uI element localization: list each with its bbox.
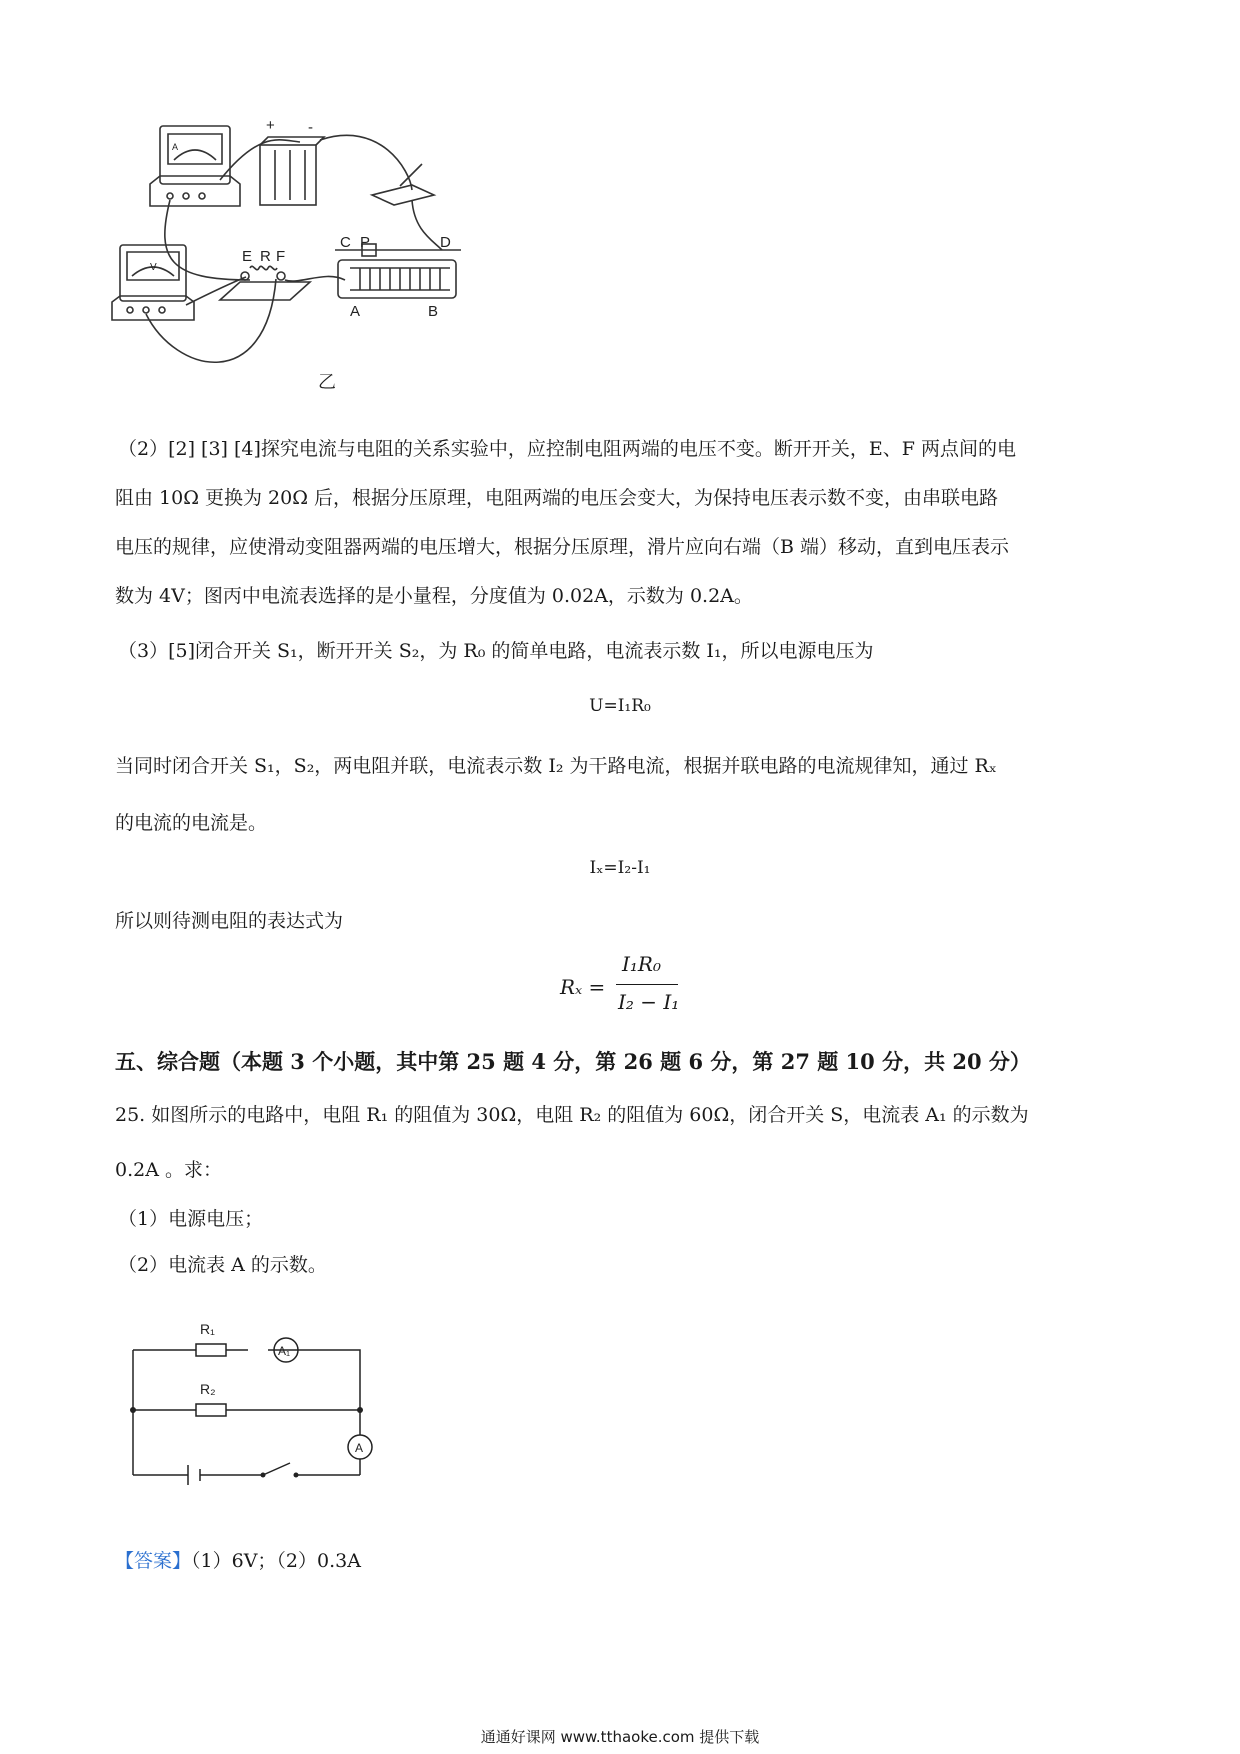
equation-rx	[560, 950, 700, 1020]
resistor-board	[220, 282, 310, 300]
part2-line4: 数为 4V；图丙中电流表选择的是小量程，分度值为 0.02A，示数为 0.2A。	[115, 585, 753, 607]
answer-text: （1）6V；（2）0.3A	[191, 1550, 361, 1572]
r1-label: R₁	[200, 1321, 215, 1337]
voltmeter-device	[120, 245, 186, 301]
resistor-r2	[196, 1404, 226, 1416]
r2-label: R₂	[200, 1381, 216, 1397]
switch-s	[263, 1463, 290, 1475]
label-c: C	[340, 234, 351, 251]
fraction-bar	[616, 984, 678, 985]
experiment-setup-figure	[110, 120, 560, 405]
label-b: B	[428, 303, 439, 320]
equation-rx-numerator: I₁R₀	[622, 952, 661, 976]
answer-line	[115, 1546, 361, 1573]
part2-line2: 阻由 10Ω 更换为 20Ω 后，根据分压原理，电阻两端的电压会变大，为保持电压表示数不变，由串联电路	[115, 487, 999, 509]
label-f: F	[276, 248, 286, 265]
label-r: R	[260, 248, 271, 265]
sliding-rheostat	[338, 260, 456, 298]
ammeter-label: A	[172, 142, 179, 152]
knife-switch	[372, 185, 434, 205]
part2-line3: 电压的规律，应使滑动变阻器两端的电压增大，根据分压原理，滑片应向右端（B 端）移动，直到电压表示	[115, 536, 1010, 558]
q25-circuit-diagram	[118, 1310, 378, 1510]
page-footer: 通通好课网 www.tthaoke.com 提供下载	[480, 1728, 760, 1746]
label-e: E	[242, 248, 253, 265]
battery-minus: -	[308, 120, 313, 136]
battery-cell	[188, 1465, 200, 1485]
label-p: P	[360, 234, 371, 251]
part3-line2: 当同时闭合开关 S₁，S₂，两电阻并联，电流表示数 I₂ 为干路电流，根据并联电路的电流规律知，通过 Rₓ	[115, 755, 997, 777]
part3-line1: （3）[5]闭合开关 S₁，断开开关 S₂，为 R₀ 的简单电路，电流表示数 I₁，所以电源电压为	[118, 640, 874, 662]
a-label: A	[355, 1441, 364, 1455]
part2-line1: （2）[2] [3] [4]探究电流与电阻的关系实验中，应控制电阻两端的电压不变。断开开关，E、F 两点间的电	[118, 438, 1017, 460]
part3-line3: 的电流的电流是。	[115, 812, 268, 834]
battery-pack	[260, 145, 316, 205]
equation-ix: Iₓ=I₂-I₁	[589, 858, 651, 878]
answer-tag: 【答案】	[115, 1550, 192, 1572]
a1-label: A₁	[278, 1344, 291, 1358]
label-a: A	[350, 303, 361, 320]
q25-sub2: （2）电流表 A 的示数。	[118, 1254, 327, 1276]
equation-rx-lhs: Rₓ =	[560, 975, 606, 999]
q25-line1: 25. 如图所示的电路中，电阻 R₁ 的阻值为 30Ω，电阻 R₂ 的阻值为 60Ω，闭合开关 S，电流表 A₁ 的示数为	[115, 1104, 1029, 1126]
section-title: 五、综合题（本题 3 个小题，其中第 25 题 4 分，第 26 题 6 分，第 27 题 10 分，共 20 分）	[115, 1049, 1031, 1074]
label-d: D	[440, 234, 451, 251]
q25-line2: 0.2A 。求：	[115, 1159, 222, 1181]
part3-line4: 所以则待测电阻的表达式为	[115, 910, 344, 932]
battery-plus: +	[266, 120, 275, 134]
resistor-r1	[196, 1344, 226, 1356]
q25-sub1: （1）电源电压；	[118, 1208, 264, 1230]
figure-caption: 乙	[318, 372, 336, 392]
equation-u: U=I₁R₀	[589, 696, 651, 716]
voltmeter-label: V	[150, 262, 157, 273]
equation-rx-denominator: I₂ − I₁	[618, 990, 680, 1014]
